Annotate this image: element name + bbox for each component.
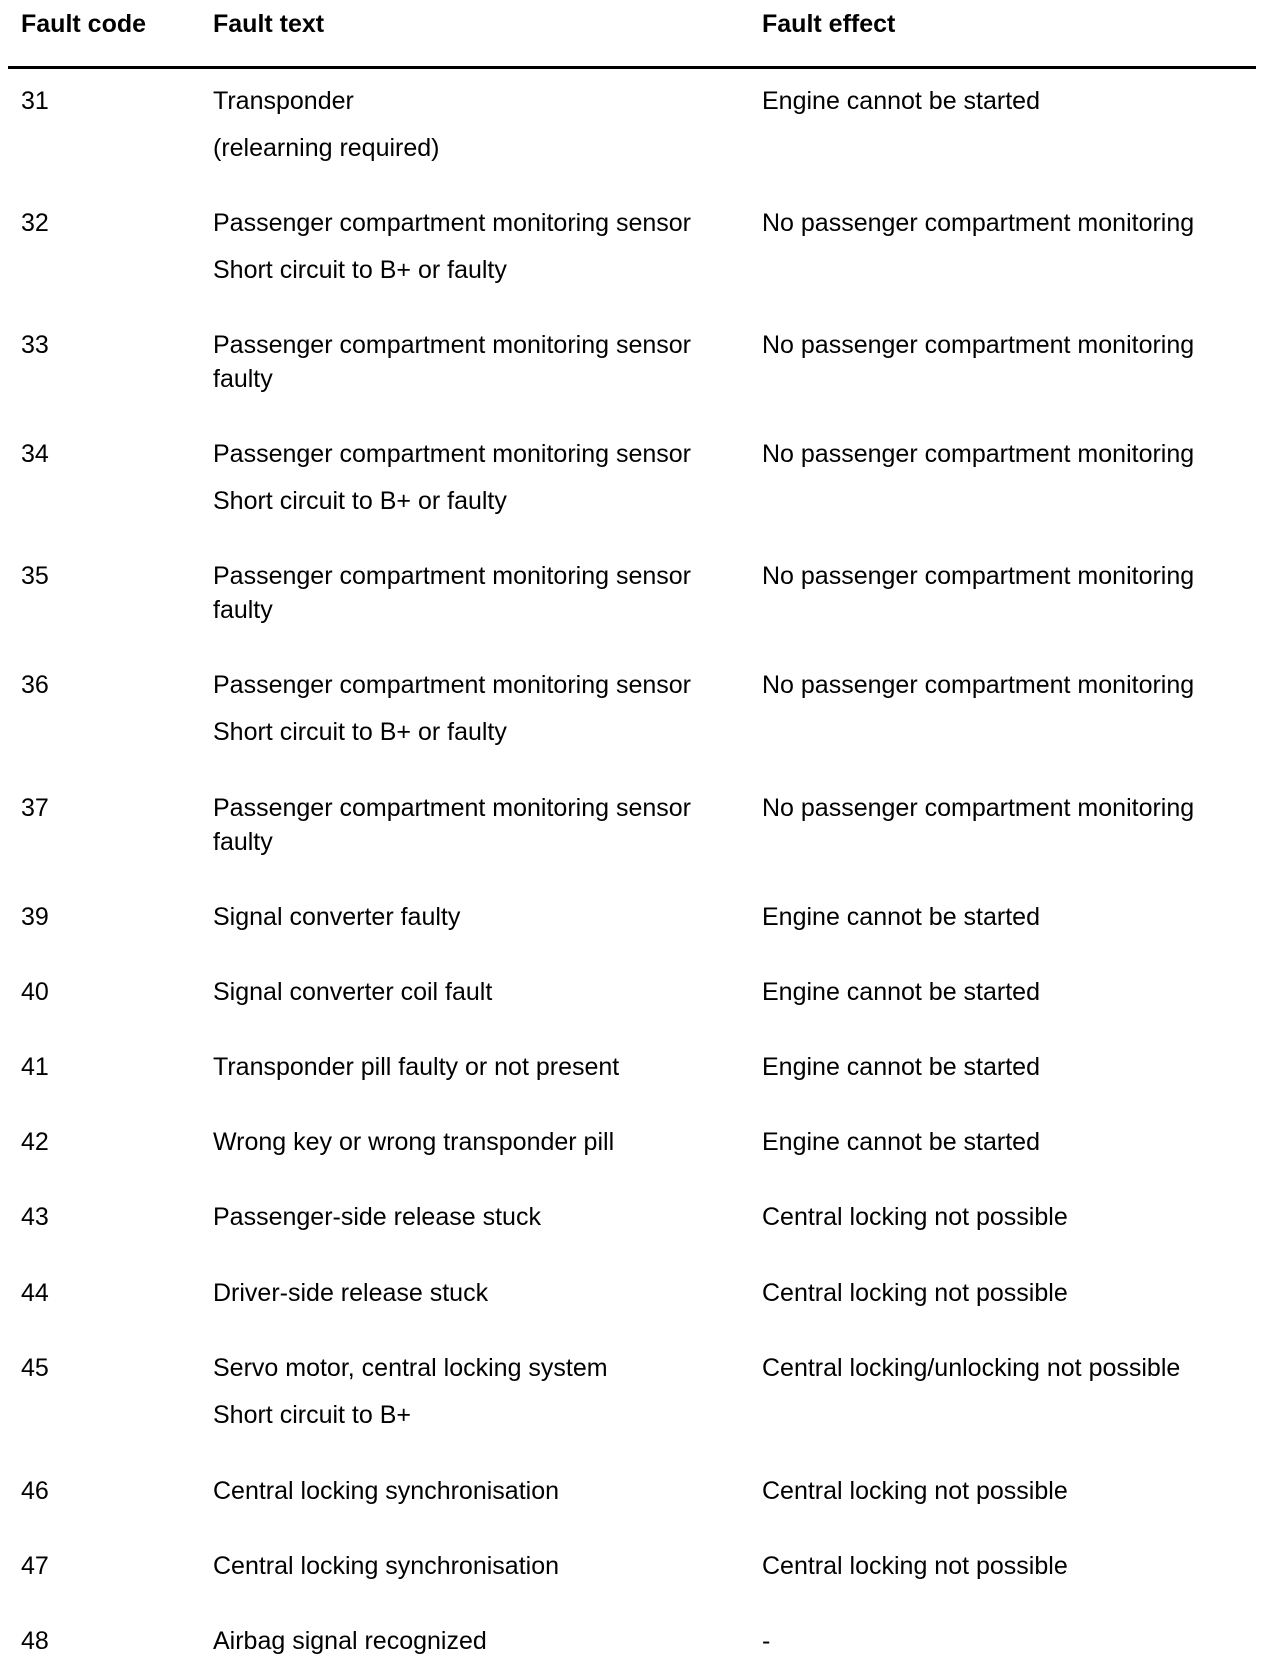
- fault-effect-cell: Engine cannot be started: [762, 87, 1040, 115]
- fault-text-line2: (relearning required): [213, 134, 440, 162]
- fault-text-line1: Transponder: [213, 87, 354, 115]
- fault-text-line1: Passenger compartment monitoring sensor: [213, 562, 692, 590]
- fault-code-cell: 40: [21, 978, 49, 1006]
- fault-text-cell: Signal converter coil fault: [213, 978, 493, 1006]
- fault-text-cell: [213, 559, 691, 627]
- fault-effect-cell: Engine cannot be started: [762, 978, 1040, 1006]
- fault-code-cell: 37: [21, 794, 49, 822]
- header-divider: [8, 66, 1256, 69]
- fault-text-line2: Short circuit to B+ or faulty: [213, 718, 507, 746]
- fault-text-line2: Short circuit to B+ or faulty: [213, 487, 507, 515]
- fault-effect-cell: Engine cannot be started: [762, 1053, 1040, 1081]
- fault-effect-cell: No passenger compartment monitoring: [762, 562, 1195, 590]
- fault-effect-cell: No passenger compartment monitoring: [762, 331, 1195, 359]
- fault-effect-cell: No passenger compartment monitoring: [762, 440, 1195, 468]
- fault-text-line2: Short circuit to B+: [213, 1401, 411, 1429]
- fault-effect-cell: -: [762, 1627, 771, 1655]
- fault-effect-cell: No passenger compartment monitoring: [762, 794, 1195, 822]
- fault-code-cell: 44: [21, 1279, 49, 1307]
- fault-code-cell: 36: [21, 671, 49, 699]
- fault-text-cell: [213, 437, 691, 518]
- fault-effect-cell: No passenger compartment monitoring: [762, 209, 1195, 237]
- header-fault-effect: Fault effect: [762, 10, 896, 38]
- fault-code-cell: 47: [21, 1552, 49, 1580]
- fault-effect-cell: Central locking not possible: [762, 1552, 1068, 1580]
- fault-effect-cell: Central locking/unlocking not possible: [762, 1354, 1181, 1382]
- fault-code-cell: 39: [21, 903, 49, 931]
- fault-text-cell: [213, 668, 691, 749]
- fault-text-line2: faulty: [213, 828, 273, 856]
- fault-text-cell: [213, 1351, 608, 1432]
- fault-effect-cell: Engine cannot be started: [762, 1128, 1040, 1156]
- fault-text-line1: Passenger compartment monitoring sensor: [213, 794, 692, 822]
- table-header: [0, 0, 1264, 64]
- fault-code-cell: 45: [21, 1354, 49, 1382]
- fault-text-cell: [213, 791, 691, 859]
- fault-code-cell: 41: [21, 1053, 49, 1081]
- fault-text-line1: Servo motor, central locking system: [213, 1354, 608, 1382]
- fault-code-cell: 42: [21, 1128, 49, 1156]
- fault-code-cell: 31: [21, 87, 49, 115]
- fault-code-cell: 43: [21, 1203, 49, 1231]
- fault-code-cell: 32: [21, 209, 49, 237]
- fault-text-cell: Signal converter faulty: [213, 903, 461, 931]
- header-fault-text: Fault text: [213, 10, 325, 38]
- fault-text-cell: Passenger-side release stuck: [213, 1203, 541, 1231]
- fault-code-cell: 46: [21, 1477, 49, 1505]
- fault-text-cell: [213, 84, 440, 165]
- fault-text-line2: faulty: [213, 596, 273, 624]
- fault-text-line2: Short circuit to B+ or faulty: [213, 256, 507, 284]
- fault-effect-cell: No passenger compartment monitoring: [762, 671, 1195, 699]
- fault-code-cell: 34: [21, 440, 49, 468]
- fault-code-cell: 35: [21, 562, 49, 590]
- fault-code-cell: 48: [21, 1627, 49, 1655]
- fault-text-line1: Passenger compartment monitoring sensor: [213, 209, 692, 237]
- fault-text-cell: [213, 206, 691, 287]
- fault-text-line2: faulty: [213, 365, 273, 393]
- fault-effect-cell: Central locking not possible: [762, 1279, 1068, 1307]
- fault-text-cell: Central locking synchronisation: [213, 1477, 560, 1505]
- fault-text-cell: Central locking synchronisation: [213, 1552, 560, 1580]
- fault-effect-cell: Central locking not possible: [762, 1203, 1068, 1231]
- header-fault-code: Fault code: [21, 10, 147, 38]
- fault-text-cell: Transponder pill faulty or not present: [213, 1053, 620, 1081]
- fault-text-line1: Passenger compartment monitoring sensor: [213, 671, 692, 699]
- fault-text-line1: Passenger compartment monitoring sensor: [213, 331, 692, 359]
- fault-effect-cell: Engine cannot be started: [762, 903, 1040, 931]
- fault-effect-cell: Central locking not possible: [762, 1477, 1068, 1505]
- fault-text-cell: Driver-side release stuck: [213, 1279, 489, 1307]
- fault-text-cell: Wrong key or wrong transponder pill: [213, 1128, 615, 1156]
- fault-text-cell: [213, 328, 691, 396]
- fault-code-cell: 33: [21, 331, 49, 359]
- fault-text-cell: Airbag signal recognized: [213, 1627, 487, 1655]
- fault-text-line1: Passenger compartment monitoring sensor: [213, 440, 692, 468]
